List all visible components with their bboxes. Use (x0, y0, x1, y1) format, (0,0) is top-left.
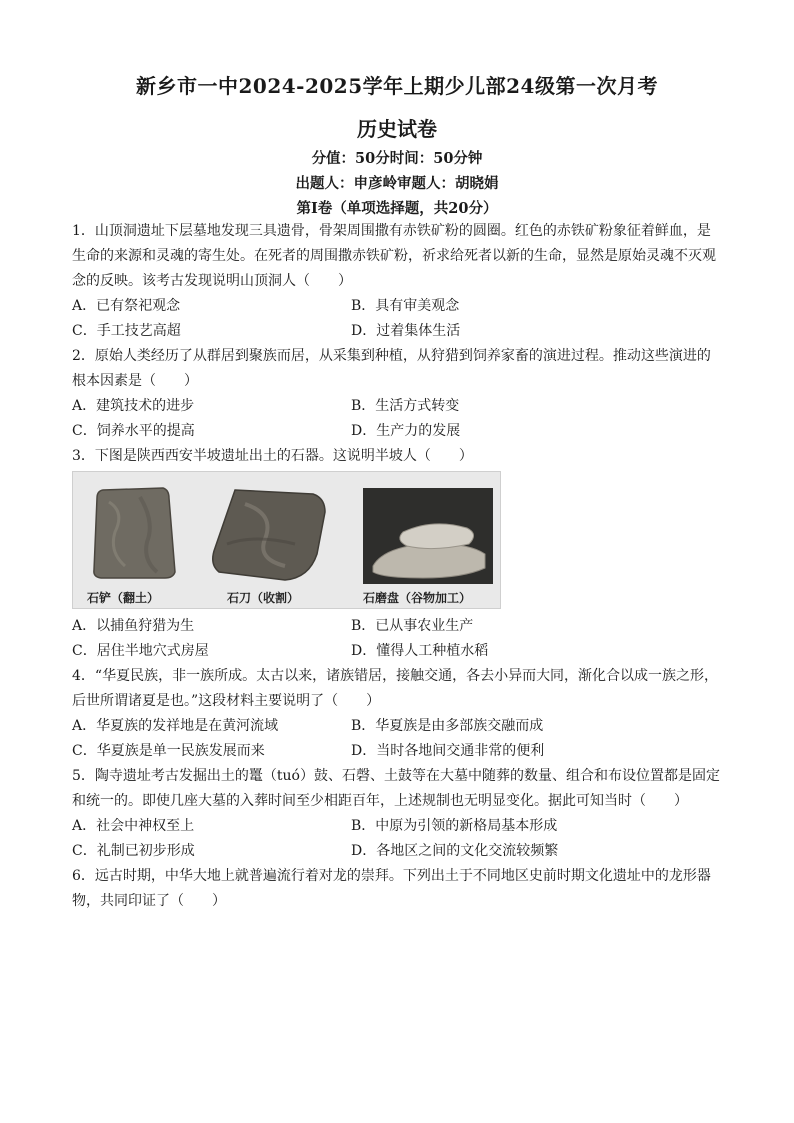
q5-stem-line: 和统一的。即使几座大墓的入葬时间至少相距百年，上述规制也无明显变化。据此可知当时（ ） (72, 793, 688, 809)
exam-title: 新乡市一中2024-2025学年上期少儿部24级第一次月考 (136, 74, 658, 98)
q3-option-d: D．懂得人工种植水稻 (351, 643, 489, 659)
caption-grinding-slab: 石磨盘（谷物加工） (363, 591, 472, 605)
section-heading: 第Ⅰ卷（单项选择题，共20分） (296, 200, 498, 217)
q5-stem-line: 5．陶寺遗址考古发掘出土的鼍（tuó）鼓、石磬、土鼓等在大墓中随葬的数量、组合和布设位置都是固定 (72, 768, 720, 784)
q1-stem-line: 1．山顶洞遗址下层墓地发现三具遗骨，骨架周围撒有赤铁矿粉的圆圈。红色的赤铁矿粉象征着鲜血，是 (72, 223, 711, 239)
q5-option-d: D．各地区之间的文化交流较频繁 (351, 843, 559, 859)
q2-option-c: C．饲养水平的提高 (72, 423, 195, 439)
grinding-slab-image (363, 488, 493, 584)
q2-option-a: A．建筑技术的进步 (72, 398, 195, 414)
q6-stem-line: 6．远古时期，中华大地上就普遍流行着对龙的崇拜。下列出土于不同地区史前时期文化遗址中的龙形器 (72, 868, 711, 884)
q1-option-c: C．手工技艺高超 (72, 323, 181, 339)
caption-stone-knife: 石刀（收割） (227, 591, 300, 605)
exam-subtitle: 历史试卷 (357, 117, 437, 141)
q5-option-c: C．礼制已初步形成 (72, 843, 195, 859)
q4-option-a: A．华夏族的发祥地是在黄河流域 (72, 718, 279, 734)
q1-option-a: A．已有祭祀观念 (72, 298, 181, 314)
stone-shovel-image (85, 482, 185, 582)
q1-option-b: B．具有审美观念 (351, 298, 460, 314)
q3-option-a: A．以捕鱼狩猎为生 (72, 618, 195, 634)
q2-option-b: B．生活方式转变 (351, 398, 460, 414)
q1-option-d: D．过着集体生活 (351, 323, 461, 339)
q2-stem-line: 根本因素是（ ） (72, 373, 198, 389)
q2-stem-line: 2．原始人类经历了从群居到聚族而居，从采集到种植，从狩猎到饲养家畜的演进过程。推动这些演进的 (72, 348, 711, 364)
q2-option-d: D．生产力的发展 (351, 423, 461, 439)
q1-stem-line: 念的反映。该考古发现说明山顶洞人（ ） (72, 273, 352, 289)
score-time: 分值：50分时间：50分钟 (311, 150, 483, 167)
q4-option-d: D．当时各地间交通非常的便利 (351, 743, 545, 759)
stone-tools-figure (72, 471, 501, 609)
stone-knife-image (205, 484, 333, 584)
q3-stem-line: 3．下图是陕西西安半坡遗址出土的石器。这说明半坡人（ ） (72, 448, 473, 464)
q3-option-b: B．已从事农业生产 (351, 618, 474, 634)
q3-option-c: C．居住半地穴式房屋 (72, 643, 209, 659)
q4-option-c: C．华夏族是单一民族发展而来 (72, 743, 265, 759)
authors: 出题人：申彦岭审题人：胡晓娟 (295, 175, 499, 192)
q4-option-b: B．华夏族是由多部族交融而成 (351, 718, 544, 734)
q4-stem-line: 后世所谓诸夏是也。”这段材料主要说明了（ ） (72, 693, 381, 709)
q1-stem-line: 生命的来源和灵魂的寄生处。在死者的周围撒赤铁矿粉，祈求给死者以新的生命，显然是原始灵魂不灭观 (72, 248, 716, 264)
q6-stem-line: 物，共同印证了（ ） (72, 893, 226, 909)
q5-option-a: A．社会中神权至上 (72, 818, 195, 834)
q5-option-b: B．中原为引领的新格局基本形成 (351, 818, 558, 834)
q4-stem-line: 4．“华夏民族，非一族所成。太古以来，诸族错居，接触交通，各去小异而大同，渐化合以成一族之形， (72, 668, 719, 684)
caption-stone-shovel: 石铲（翻土） (87, 591, 160, 605)
